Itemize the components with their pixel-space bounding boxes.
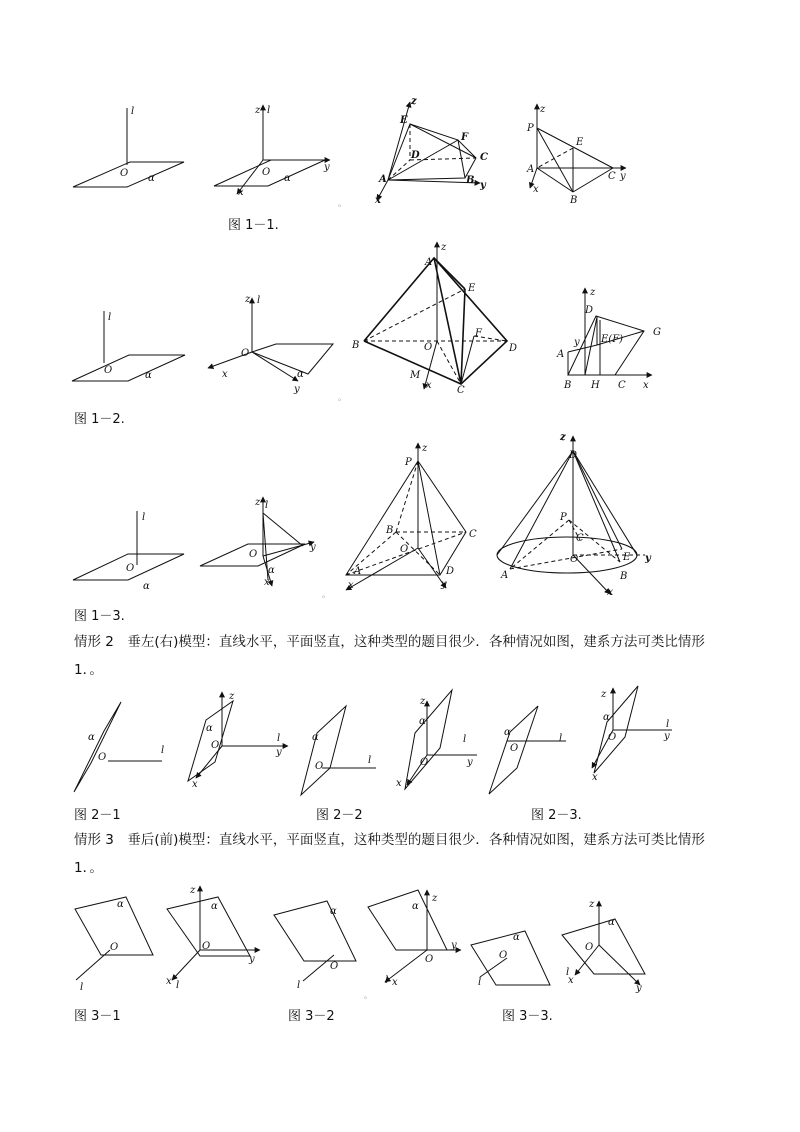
svg-text:O: O [400, 544, 409, 555]
svg-text:z: z [255, 497, 261, 508]
svg-text:B: B [564, 380, 572, 391]
svg-text:A: A [527, 164, 535, 175]
svg-text:y: y [480, 180, 486, 191]
svg-text:O: O [424, 342, 433, 353]
svg-text:α: α [608, 917, 615, 928]
figure-1-3-b [200, 497, 316, 588]
svg-text:y: y [620, 171, 626, 182]
svg-text:l: l [80, 982, 84, 993]
svg-text:l: l [257, 295, 261, 306]
svg-text:x: x [392, 977, 398, 988]
caption-fig-3-2: 图 3－2 [288, 1009, 335, 1024]
svg-text:l: l [478, 977, 482, 988]
svg-text:α: α [211, 901, 218, 912]
case-3-paragraph: 情形 3 垂后(前)模型：直线水平，平面竖直，这种类型的题目很少．各种情况如图，建系方法可类比情形 1．。 [74, 832, 705, 876]
svg-text:O: O [110, 942, 119, 953]
figure-2-1-b [188, 691, 288, 790]
svg-text:z: z [411, 96, 417, 107]
figure-1-1-d [526, 104, 626, 206]
svg-text:E: E [576, 137, 584, 148]
svg-text:x: x [222, 369, 228, 380]
svg-text:B: B [352, 340, 360, 351]
caption-fig-1-2: 图 1－2. [74, 412, 125, 427]
svg-text:α: α [143, 581, 150, 592]
svg-text:B: B [466, 175, 475, 186]
svg-text:A: A [379, 174, 387, 185]
svg-text:D: D [585, 305, 594, 316]
svg-text:O: O [510, 743, 519, 754]
svg-text:D: D [509, 343, 518, 354]
svg-text:y: y [249, 954, 255, 965]
svg-text:H: H [591, 380, 600, 391]
svg-text:x: x [238, 187, 244, 198]
svg-text:α: α [330, 906, 337, 917]
figure-1-3-a [73, 511, 184, 592]
caption-fig-3-3: 图 3－3. [502, 1009, 553, 1024]
svg-text:C: C [618, 380, 626, 391]
svg-text:O: O [98, 752, 107, 763]
case-2-paragraph: 情形 2 垂左(右)模型：直线水平，平面竖直，这种类型的题目很少．各种情况如图，建系方法可类比情形 1．。 [74, 634, 705, 678]
svg-text:y: y [574, 337, 580, 348]
svg-text:α: α [145, 370, 152, 381]
svg-text:O: O [420, 757, 429, 768]
svg-text:x: x [592, 772, 598, 783]
svg-text:z: z [420, 696, 426, 707]
figure-1-1-b [214, 105, 330, 198]
svg-text:α: α [88, 732, 95, 743]
svg-text:D: D [569, 450, 578, 461]
svg-text:l: l [559, 733, 563, 744]
svg-text:α: α [513, 932, 520, 943]
caption-fig-2-2: 图 2－2 [316, 808, 363, 823]
svg-text:C: C [576, 533, 584, 544]
svg-text:x: x [533, 184, 539, 195]
svg-text:z: z [601, 689, 607, 700]
svg-text:E: E [623, 552, 631, 563]
svg-text:α: α [148, 173, 155, 184]
figure-2-3-b [592, 686, 672, 783]
svg-text:P: P [527, 123, 534, 134]
svg-text:l: l [566, 967, 570, 978]
caption-fig-1-1: 图 1－1. [228, 218, 279, 233]
svg-text:l: l [265, 500, 269, 511]
svg-text:y: y [636, 983, 642, 994]
stray-dot: 。 [338, 199, 346, 208]
svg-text:O: O [211, 740, 220, 751]
svg-text:z: z [589, 899, 595, 910]
caption-fig-1-3: 图 1－3. [74, 609, 125, 624]
svg-text:α: α [412, 901, 419, 912]
svg-text:α: α [284, 173, 291, 184]
svg-text:x: x [643, 380, 649, 391]
figure-2-1-a [74, 702, 164, 792]
svg-text:l: l [161, 745, 165, 756]
svg-text:l: l [368, 755, 372, 766]
svg-text:l: l [385, 975, 389, 986]
svg-text:z: z [255, 105, 261, 116]
svg-text:O: O [585, 942, 594, 953]
svg-text:y: y [294, 384, 300, 395]
svg-text:B: B [386, 525, 394, 536]
caption-fig-2-3: 图 2－3. [531, 808, 582, 823]
svg-text:l: l [277, 733, 281, 744]
svg-text:O: O [241, 348, 250, 359]
svg-text:α: α [297, 369, 304, 380]
svg-text:O: O [425, 954, 434, 965]
svg-text:z: z [590, 287, 596, 298]
svg-text:z: z [540, 104, 546, 115]
svg-text:C: C [480, 152, 488, 163]
figure-3-1-b [166, 885, 260, 991]
figure-1-2-d [556, 287, 661, 391]
svg-text:x: x [166, 976, 172, 987]
svg-text:C: C [469, 529, 477, 540]
svg-text:x: x [607, 587, 613, 598]
svg-text:P: P [560, 512, 567, 523]
figure-2-3-a [489, 706, 566, 794]
figure-2-2-a [301, 706, 376, 795]
svg-text:z: z [432, 893, 438, 904]
svg-text:z: z [229, 691, 235, 702]
stray-dot: 。 [364, 991, 372, 1000]
svg-text:z: z [422, 443, 428, 454]
figure-3-2-b [368, 890, 461, 988]
figure-3-3-b [562, 899, 645, 994]
svg-text:l: l [267, 105, 271, 116]
svg-text:x: x [348, 580, 354, 591]
svg-text:D: D [411, 150, 420, 161]
figure-3-3-a [471, 931, 550, 988]
svg-text:α: α [504, 727, 511, 738]
svg-text:O: O [104, 365, 113, 376]
figure-1-2-b [208, 294, 333, 395]
svg-text:O: O [126, 563, 135, 574]
svg-text:x: x [568, 975, 574, 986]
svg-text:l: l [176, 980, 180, 991]
svg-text:l: l [297, 980, 301, 991]
svg-text:x: x [375, 195, 381, 206]
svg-text:P: P [405, 457, 412, 468]
svg-text:x: x [192, 779, 198, 790]
svg-text:z: z [190, 885, 196, 896]
svg-text:O: O [608, 732, 617, 743]
svg-text:l: l [142, 512, 146, 523]
figure-1-1-c [374, 96, 488, 206]
svg-text:l: l [131, 106, 135, 117]
svg-text:A: A [557, 349, 565, 360]
svg-text:l: l [463, 734, 467, 745]
figure-3-2-a [274, 901, 356, 991]
svg-text:O: O [249, 549, 258, 560]
figure-1-3-d [497, 432, 652, 598]
svg-text:α: α [268, 565, 275, 576]
svg-text:y: y [310, 542, 316, 553]
svg-text:O: O [330, 961, 339, 972]
svg-text:x: x [396, 778, 402, 789]
svg-text:B: B [620, 571, 628, 582]
svg-text:M: M [410, 370, 421, 381]
svg-text:O: O [120, 168, 129, 179]
figure-1-2-c [351, 242, 517, 396]
svg-text:C: C [457, 385, 465, 396]
figure-3-1-a [75, 897, 153, 993]
svg-text:α: α [117, 899, 124, 910]
svg-text:A: A [501, 570, 509, 581]
svg-text:l: l [108, 312, 112, 323]
svg-text:α: α [312, 732, 319, 743]
svg-text:B: B [570, 195, 578, 206]
figure-1-1-a [73, 106, 184, 187]
svg-text:E: E [400, 115, 408, 126]
svg-text:l: l [666, 719, 670, 730]
figure-2-2-b [396, 690, 477, 789]
svg-text:y: y [467, 757, 473, 768]
caption-fig-2-1: 图 2－1 [74, 808, 121, 823]
svg-text:x: x [426, 380, 432, 391]
svg-text:α: α [603, 712, 610, 723]
svg-text:A: A [354, 566, 362, 577]
stray-dot: 。 [322, 590, 330, 599]
svg-text:O: O [499, 950, 508, 961]
svg-text:α: α [419, 716, 426, 727]
svg-text:y: y [441, 579, 447, 590]
svg-text:A: A [425, 257, 433, 268]
stray-dot: 。 [338, 393, 346, 402]
svg-text:y: y [645, 553, 651, 564]
svg-text:O: O [315, 761, 324, 772]
figure-1-3-c [346, 443, 477, 591]
svg-text:D: D [446, 566, 455, 577]
svg-text:O: O [202, 941, 211, 952]
caption-fig-3-1: 图 3－1 [74, 1009, 121, 1024]
svg-text:y: y [276, 747, 282, 758]
svg-text:y: y [664, 731, 670, 742]
svg-text:x: x [264, 577, 270, 588]
figure-1-2-a [72, 311, 185, 381]
svg-text:E(F): E(F) [601, 334, 624, 345]
svg-text:z: z [441, 242, 447, 253]
svg-text:G: G [653, 327, 661, 338]
svg-text:C: C [608, 171, 616, 182]
svg-text:O: O [262, 167, 271, 178]
svg-text:y: y [451, 940, 457, 951]
svg-text:O: O [570, 554, 579, 565]
svg-text:F: F [475, 328, 482, 339]
svg-text:y: y [324, 162, 330, 173]
svg-text:F: F [461, 132, 469, 143]
svg-text:E: E [468, 283, 476, 294]
svg-text:z: z [245, 294, 251, 305]
svg-text:z: z [560, 432, 566, 443]
svg-text:α: α [206, 723, 213, 734]
